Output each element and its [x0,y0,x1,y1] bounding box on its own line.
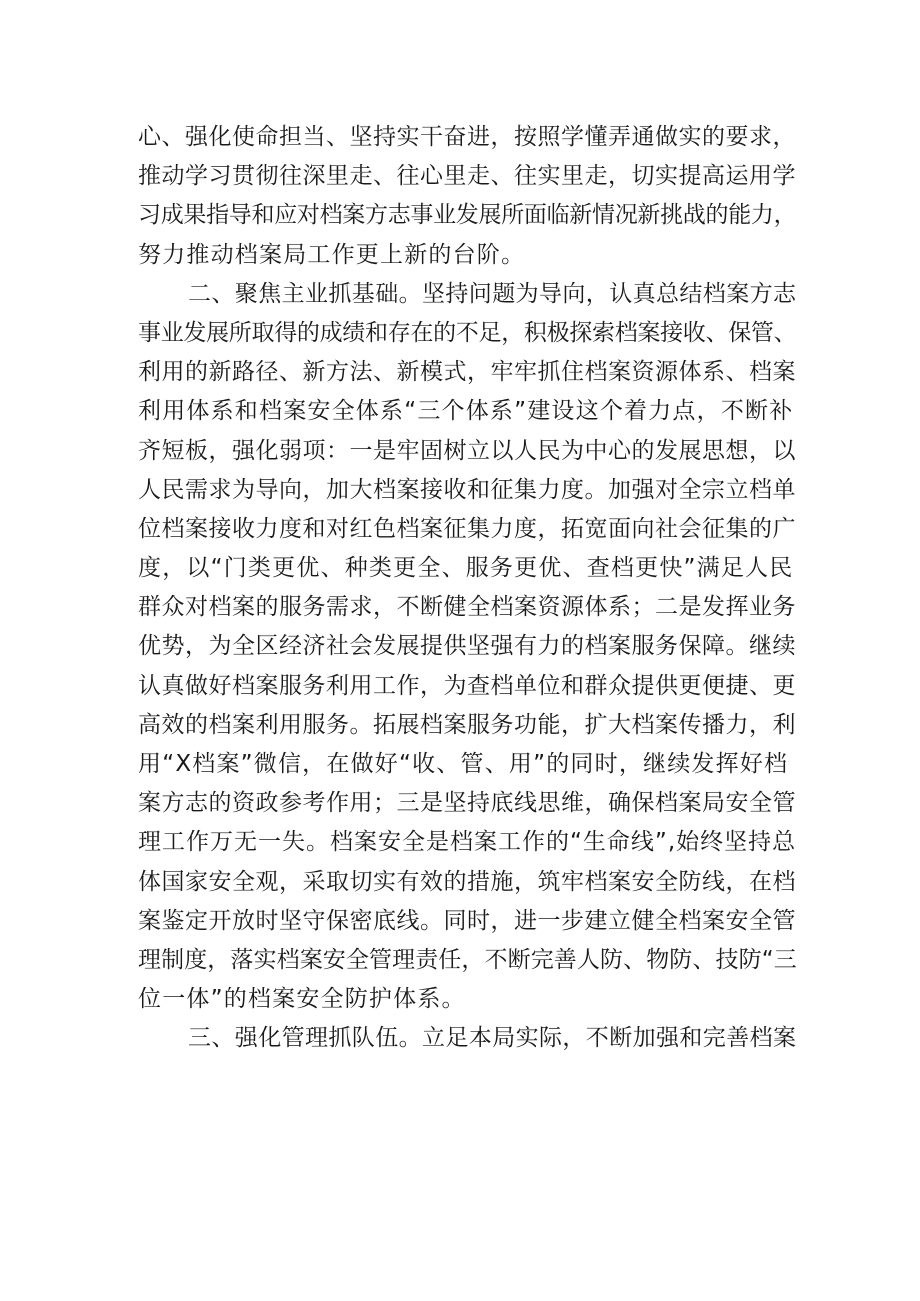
text-line: 习成果指导和应对档案方志事业发展所面临新情况新挑战的能力， [138,202,797,229]
text-line: 利用的新路径、新方法、新模式，牢牢抓住档案资源体系、档案 [138,359,796,386]
text-line: 理制度，落实档案安全管理责任，不断完善人防、物防、技防“三 [138,946,797,973]
text-line: 心、强化使命担当、坚持实干奋进，按照学懂弄通做实的要求， [138,124,796,150]
text-line: 事业发展所取得的成绩和存在的不足，积极探索档案接收、保管、 [138,319,797,346]
text-line: 推动学习贯彻往深里走、往心里走、往实里走，切实提高运用学 [138,163,796,190]
text-line: 高效的档案利用服务。拓展档案服务功能，扩大档案传播力，利 [138,711,796,738]
text-line: 用“X档案”微信，在做好“收、管、用”的同时，继续发挥好档 [138,751,789,777]
paragraph-first-line: 三、强化管理抓队伍。立足本局实际，不断加强和完善档案 [188,1025,797,1052]
text-line: 努力推动档案局工作更上新的台阶。 [138,241,526,268]
text-line: 案方志的资政参考作用；三是坚持底线思维，确保档案局安全管 [138,790,796,817]
text-line: 度，以“门类更优、种类更全、服务更优、查档更快”满足人民 [138,555,794,582]
text-line: 群众对档案的服务需求，不断健全档案资源体系；二是发挥业务 [138,594,796,621]
text-line: 位一体”的档案安全防护体系。 [138,986,466,1013]
text-line: 位档案接收力度和对红色档案征集力度，拓宽面向社会征集的广 [138,515,796,542]
text-line: 理工作万无一失。档案安全是档案工作的“生命线”,始终坚持总 [138,829,797,856]
text-line: 认真做好档案服务利用工作，为查档单位和群众提供更便捷、更 [138,672,796,699]
document-body [138,118,798,1059]
text-line: 人民需求为导向，加大档案接收和征集力度。加强对全宗立档单 [138,476,796,503]
paragraph-first-line: 二、聚焦主业抓基础。坚持问题为导向，认真总结档案方志 [188,280,797,307]
text-line: 齐短板，强化弱项：一是牢固树立以人民为中心的发展思想，以 [138,437,796,464]
text-line: 体国家安全观，采取切实有效的措施，筑牢档案安全防线，在档 [138,868,796,895]
text-line: 优势，为全区经济社会发展提供坚强有力的档案服务保障。继续 [138,633,796,660]
text-line: 案鉴定开放时坚守保密底线。同时，进一步建立健全档案安全管 [138,907,796,934]
text-line: 利用体系和档案安全体系“三个体系”建设这个着力点，不断补 [138,398,794,425]
